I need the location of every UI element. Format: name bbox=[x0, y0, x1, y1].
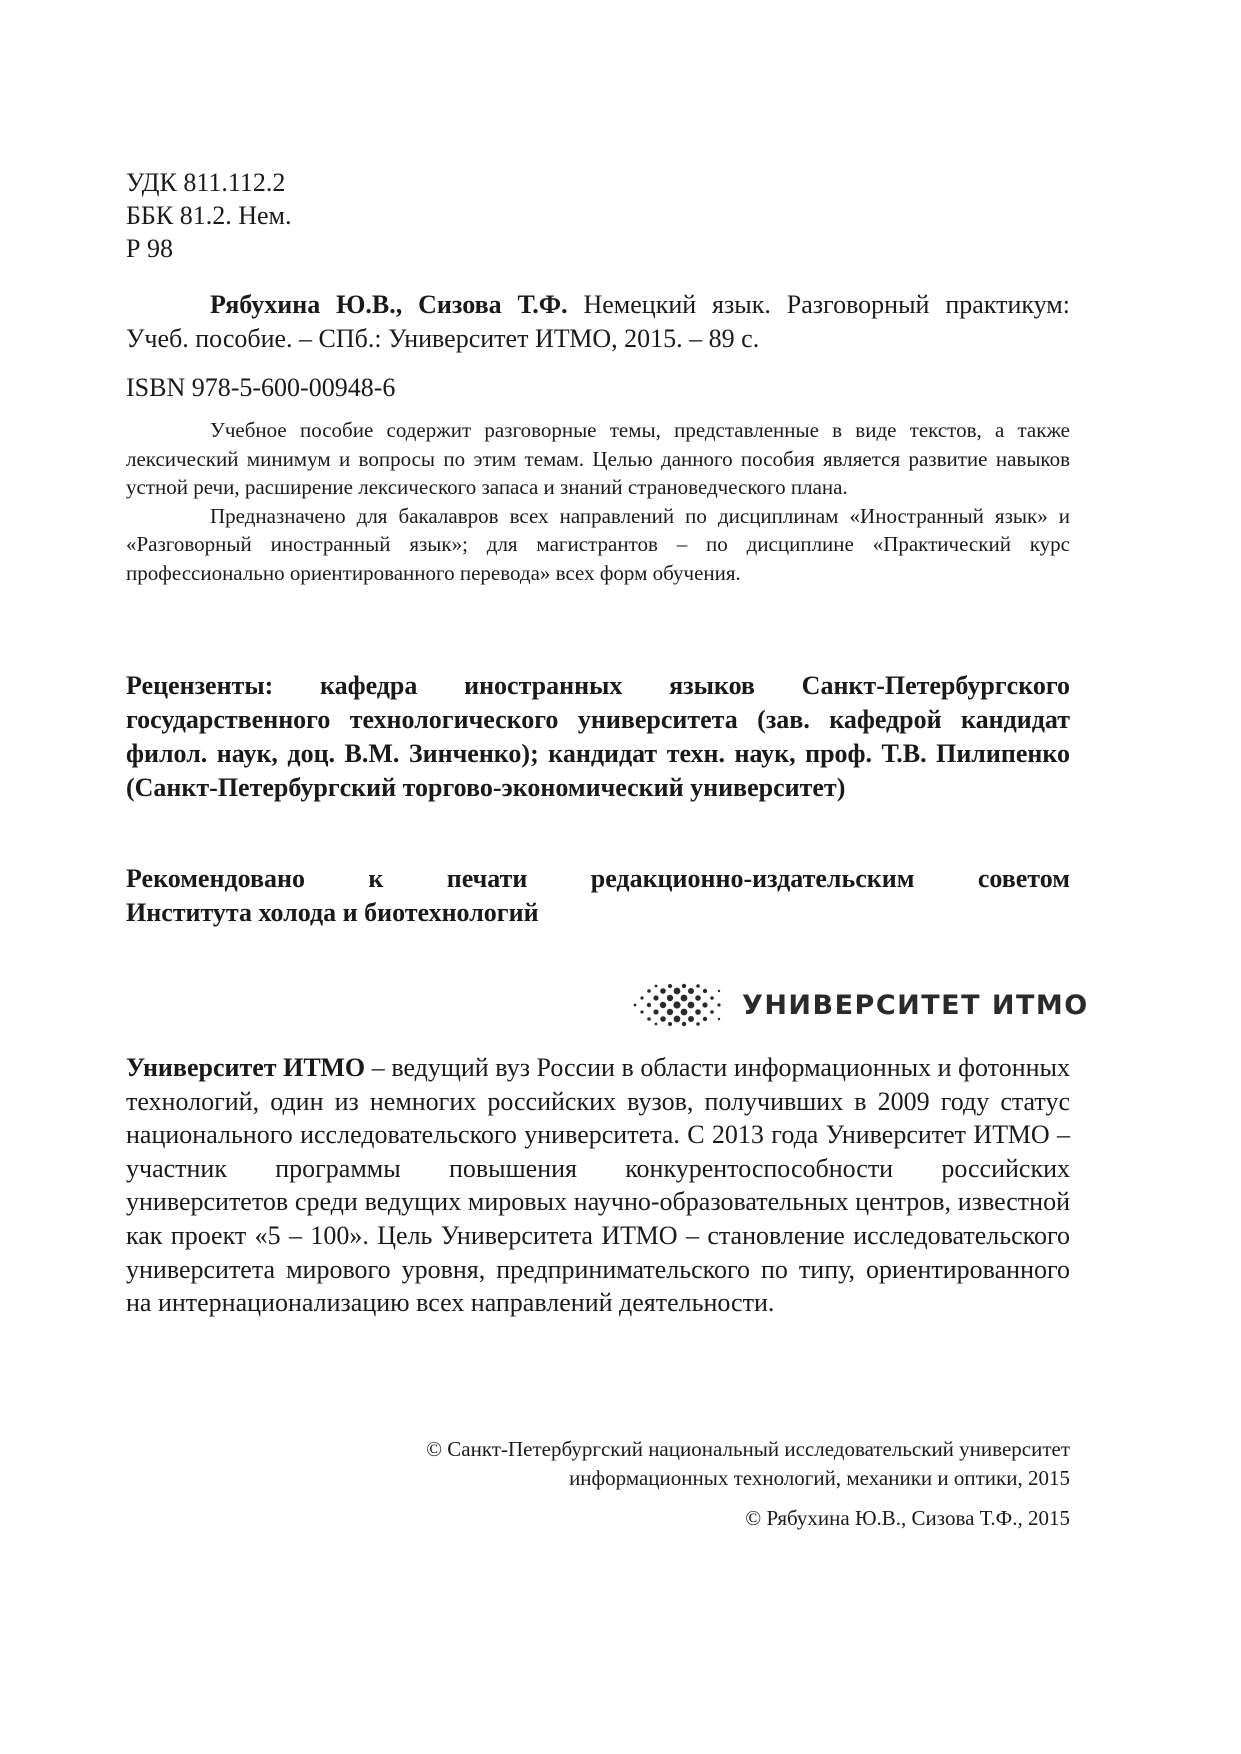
logo-text: УНИВЕРСИТЕТ ИТМО bbox=[742, 989, 1089, 1021]
university-description-text: – ведущий вуз России в области информационных и фотонных технологий, один из немногих российских вузов, получивших в 2009 году статус национального исследовательского университета. С 2013 года Университет ИТМО – участник программы повышения конкурентоспособности российских университетов среди ведущих мировых научно-образовательных центров, известной как проект «5 – 100». Цель Университета ИТМО – становление исследовательского университета мирового уровня, предпринимательского по типу, ориентированного на интернационализацию всех направлений деятельности. bbox=[126, 1053, 1070, 1318]
copyright-authors: © Рябухина Ю.В., Сизова Т.Ф., 2015 bbox=[745, 1506, 1070, 1530]
bbk-code: ББК 81.2. Нем. bbox=[126, 201, 292, 230]
classification-codes bbox=[126, 166, 291, 265]
recommendation-word: советом bbox=[977, 864, 1070, 893]
annotation bbox=[126, 416, 1070, 588]
recommendation bbox=[126, 862, 1070, 930]
recommendation-word: редакционно-издательским bbox=[590, 864, 915, 893]
recommendation-line-2: Института холода и биотехнологий bbox=[126, 898, 539, 927]
recommendation-word: к bbox=[368, 864, 384, 893]
annotation-paragraph-2: Предназначено для бакалавров всех направлений по дисциплинам «Иностранный язык» и «Разговорный иностранный язык»; для магистрантов – по дисциплине «Практический курс профессионально ориентированного перевода» всех форм обучения. bbox=[126, 503, 1070, 585]
copyright-line-1: © Санкт-Петербургский национальный исследовательский университет bbox=[426, 1437, 1070, 1461]
recommendation-word: Рекомендовано bbox=[126, 864, 305, 893]
author-mark: Р 98 bbox=[126, 234, 173, 263]
recommendation-word: печати bbox=[446, 864, 528, 893]
reviewers: Рецензенты: кафедра иностранных языков Санкт-Петербургского государственного технологического университета (зав. кафедрой кандидат филол. наук, доц. В.М. Зинченко); кандидат техн. наук, проф. Т.В. Пилипенко (Санкт-Петербургский торгово-экономический университет) bbox=[126, 671, 1070, 802]
copyright-block bbox=[126, 1435, 1070, 1533]
itmo-logo bbox=[631, 982, 1089, 1028]
university-name: Университет ИТМО bbox=[126, 1053, 366, 1082]
bibliographic-description: Немецкий язык. Разговорный практикум: Учеб. пособие. – СПб.: Университет ИТМО, 2015. – 89 с. bbox=[126, 290, 1070, 353]
udk-code: УДК 811.112.2 bbox=[126, 168, 286, 197]
isbn: ISBN 978-5-600-00948-6 bbox=[126, 373, 396, 402]
annotation-paragraph-1: Учебное пособие содержит разговорные темы, представленные в виде текстов, а также лексический минимум и вопросы по этим темам. Целью данного пособия является развитие навыков устной речи, расширение лексического запаса и знаний страноведческого плана. bbox=[126, 418, 1070, 500]
bibliographic-record bbox=[126, 288, 1070, 356]
copyright-line-2: информационных технологий, механики и оптики, 2015 bbox=[569, 1466, 1070, 1490]
dot-matrix-logo-icon bbox=[631, 982, 724, 1028]
book-imprint-page bbox=[126, 0, 1089, 1754]
recommendation-line-1 bbox=[126, 862, 1070, 896]
university-description bbox=[126, 1051, 1070, 1320]
authors: Рябухина Ю.В., Сизова Т.Ф. bbox=[210, 290, 568, 319]
